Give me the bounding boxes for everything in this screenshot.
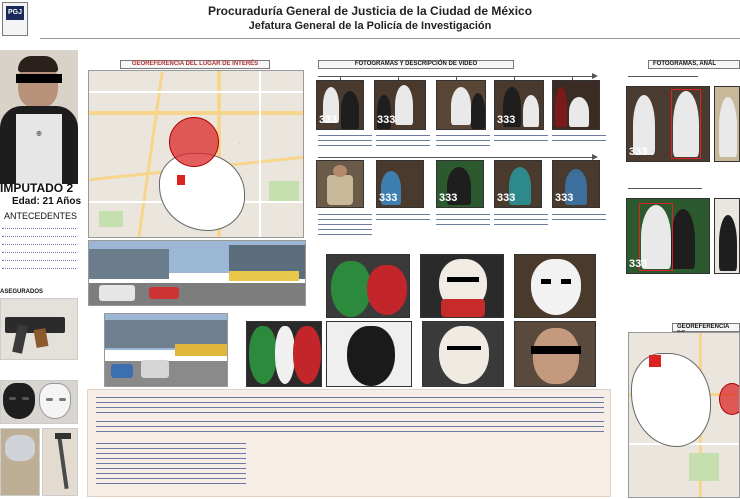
pgj-logo-icon bbox=[2, 2, 28, 36]
timeline-bottom bbox=[318, 157, 594, 158]
area-of-interest-circle bbox=[719, 383, 740, 415]
analysis-frame-1b bbox=[714, 86, 740, 162]
analysis-caption-2 bbox=[628, 186, 708, 189]
video-frame-1 bbox=[316, 80, 364, 130]
face-closeup-guy-fawkes bbox=[420, 254, 504, 318]
map-bottom bbox=[628, 332, 740, 498]
header-line1: Procuraduría General de Justicia de la Ciudad de México bbox=[207, 4, 533, 18]
evidence-weapon-photo bbox=[0, 298, 78, 360]
frame-number: 333 bbox=[555, 192, 574, 204]
logo-badge: PGJ bbox=[6, 6, 24, 20]
face-closeup-suspect bbox=[514, 321, 596, 387]
asegurados-heading: ASEGURADOS bbox=[0, 289, 44, 295]
video-frame-2 bbox=[374, 80, 426, 130]
frame-number: 333 bbox=[439, 192, 458, 204]
map-pin-icon bbox=[649, 355, 661, 367]
frame-caption-5 bbox=[552, 133, 606, 143]
plastic-bag bbox=[5, 435, 35, 461]
antecedentes-text bbox=[2, 224, 76, 272]
censor-bar bbox=[16, 74, 62, 83]
face-closeup-tricolor-mask bbox=[246, 321, 322, 387]
suspect-hair bbox=[18, 56, 58, 72]
timeline-arrow-icon bbox=[592, 73, 598, 79]
frame-number: 333 bbox=[629, 146, 648, 158]
section-georef-bottom: GEOREFERENCIA bbox=[672, 323, 740, 332]
face-closeup-white-mask bbox=[514, 254, 596, 318]
antecedentes-heading: ANTECEDENTES bbox=[4, 211, 78, 221]
analysis-frame-1 bbox=[626, 86, 710, 162]
section-fotogramas: FOTOGRAMAS Y DESCRIPCIÓN DE VIDEO bbox=[318, 60, 514, 69]
video-frame-9 bbox=[494, 160, 542, 208]
page-header bbox=[90, 4, 650, 32]
censor-bar bbox=[531, 346, 581, 354]
frame-number: 333 bbox=[497, 192, 516, 204]
map-top: · bbox=[88, 70, 304, 238]
frame-caption-9 bbox=[494, 212, 548, 227]
frame-caption-2 bbox=[376, 133, 430, 148]
street-photo-1 bbox=[88, 240, 306, 306]
white-mask bbox=[39, 383, 71, 419]
video-frame-6 bbox=[316, 160, 364, 208]
shirt-print: ◎ bbox=[36, 131, 42, 137]
evidence-masks-photo bbox=[0, 380, 78, 424]
frame-number: 333 bbox=[319, 114, 338, 126]
suspect-photo bbox=[0, 50, 78, 184]
description-dialogue bbox=[96, 442, 246, 487]
frame-caption-8 bbox=[436, 212, 490, 227]
area-of-interest-circle bbox=[169, 117, 219, 167]
section-georef-top: GEOREFERENCIA DEL LUGAR DE INTERÉS bbox=[120, 60, 270, 69]
analysis-caption-1 bbox=[628, 74, 708, 77]
municipality-outline bbox=[631, 353, 711, 447]
street-photo-2 bbox=[104, 313, 228, 387]
video-frame-10 bbox=[552, 160, 600, 208]
evidence-bag-photo bbox=[0, 428, 40, 496]
analysis-frame-2 bbox=[626, 198, 710, 274]
analysis-frame-2b bbox=[714, 198, 740, 274]
black-mask bbox=[3, 383, 35, 419]
description-paragraph-2 bbox=[96, 420, 604, 435]
video-frame-5 bbox=[552, 80, 600, 130]
frame-number: 333 bbox=[497, 114, 516, 126]
video-description-box bbox=[87, 389, 611, 497]
frame-caption-1 bbox=[318, 133, 372, 148]
section-fotogramas-analisis: FOTOGRAMAS, ANÁL bbox=[648, 60, 740, 69]
face-closeup-fawkes-2 bbox=[422, 321, 504, 387]
frame-caption-6 bbox=[318, 212, 372, 237]
map-pin-icon bbox=[177, 175, 185, 185]
frame-caption-10 bbox=[552, 212, 606, 222]
subject-title: IMPUTADO 2 bbox=[0, 181, 74, 195]
frame-number: 333 bbox=[377, 114, 396, 126]
frame-number: 333 bbox=[379, 192, 398, 204]
description-paragraph-1 bbox=[96, 396, 604, 416]
frame-caption-3 bbox=[436, 133, 490, 148]
video-frame-3 bbox=[436, 80, 486, 130]
highlight-box bbox=[671, 89, 701, 159]
video-frame-8 bbox=[436, 160, 484, 208]
suspect-shirt bbox=[16, 114, 62, 184]
video-frame-7 bbox=[376, 160, 424, 208]
video-frame-4 bbox=[494, 80, 544, 130]
frame-number: 333 bbox=[629, 258, 648, 270]
evidence-tool-photo bbox=[42, 428, 78, 496]
face-closeup-black-mask bbox=[326, 321, 412, 387]
frame-caption-4 bbox=[494, 133, 548, 143]
header-divider bbox=[40, 38, 740, 39]
header-line2: Jefatura General de la Policía de Investigación bbox=[248, 20, 492, 32]
frame-caption-7 bbox=[376, 212, 430, 222]
subject-age: Edad: 21 Años bbox=[12, 196, 82, 207]
face-closeup-green-mask bbox=[326, 254, 410, 318]
